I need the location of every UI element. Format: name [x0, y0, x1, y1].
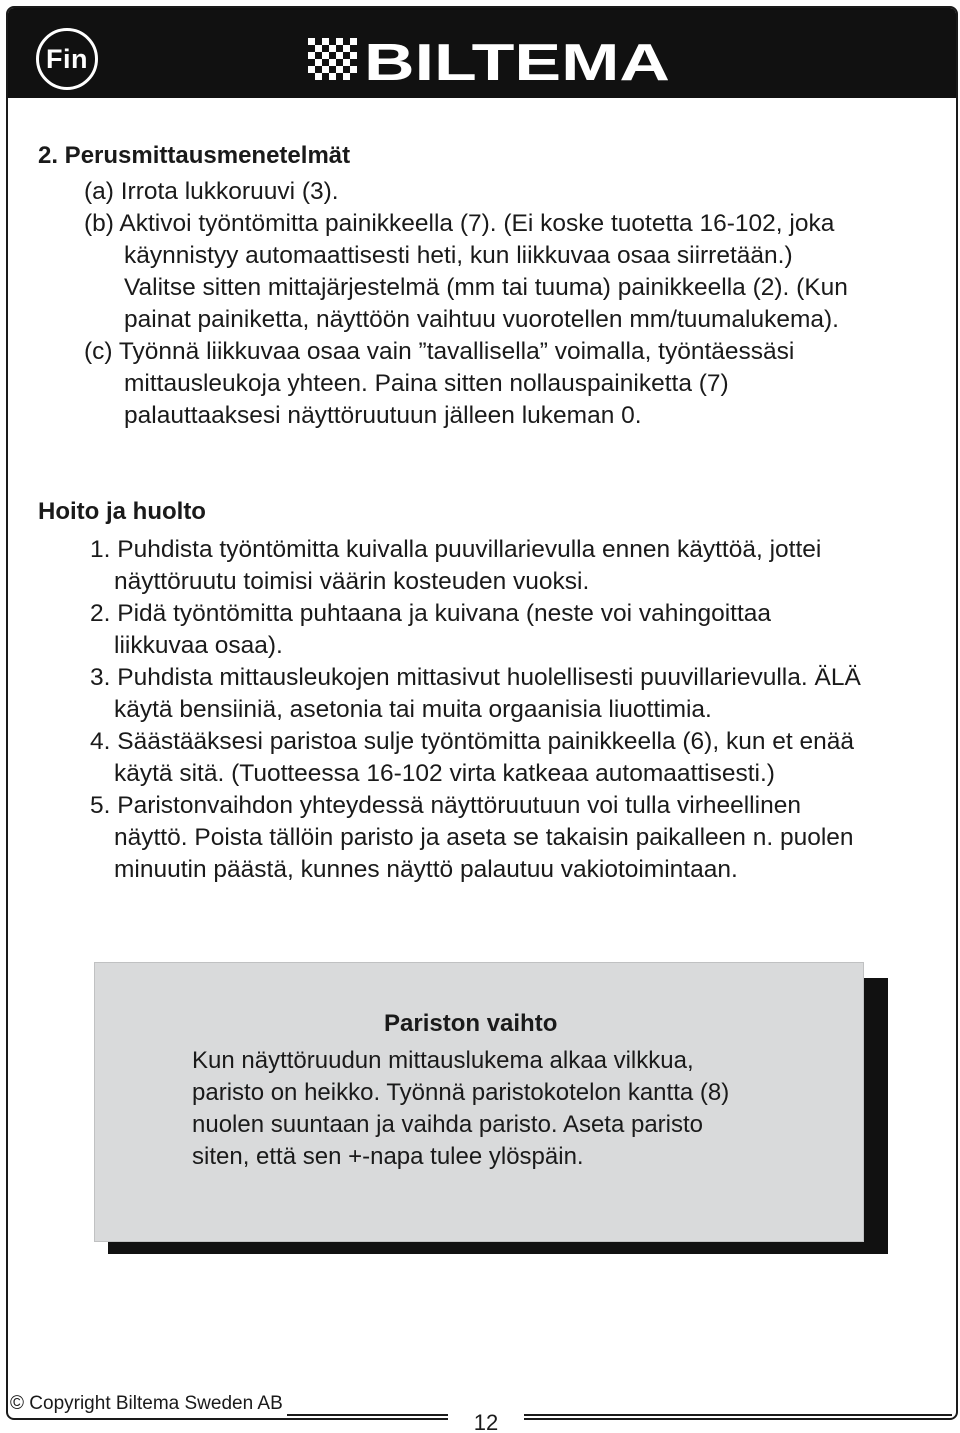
basic-line-b4: painat painiketta, näyttöön vaihtuu vuorotellen mm/tuumalukema).	[124, 306, 839, 333]
battery-line-1: Kun näyttöruudun mittauslukema alkaa vilkkua,	[192, 1047, 694, 1074]
care-line-1b: näyttöruutu toimisi väärin kosteuden vuoksi.	[114, 568, 590, 595]
basic-line-c2: mittausleukoja yhteen. Paina sitten nollauspainiketta (7)	[124, 370, 729, 397]
care-line-1a: 1. Puhdista työntömitta kuivalla puuvillarievulla ennen käyttöä, jottei	[90, 536, 822, 563]
care-line-5a: 5. Paristonvaihdon yhteydessä näyttöruutuun voi tulla virheellinen	[90, 792, 801, 819]
language-badge: Fin	[36, 28, 98, 90]
battery-line-2: paristo on heikko. Työnnä paristokotelon kantta (8)	[192, 1079, 730, 1106]
care-line-2a: 2. Pidä työntömitta puhtaana ja kuivana (neste voi vahingoittaa	[90, 600, 771, 627]
section-title-basic: 2. Perusmittausmenetelmät	[38, 142, 351, 169]
care-line-4b: käytä sitä. (Tuotteessa 16-102 virta katkeaa automaattisesti.)	[114, 760, 775, 787]
care-line-3b: käytä bensiiniä, asetonia tai muita orgaanisia liuottimia.	[114, 696, 712, 723]
basic-line-c1: (c) Työnnä liikkuvaa osaa vain ”tavallisella” voimalla, työntäessäsi	[84, 338, 795, 365]
battery-line-3: nuolen suuntaan ja vaihda paristo. Aseta paristo	[192, 1111, 704, 1138]
care-line-2b: liikkuvaa osaa).	[114, 632, 283, 659]
care-line-4a: 4. Säästääksesi paristoa sulje työntömitta painikkeella (6), kun et enää	[90, 728, 855, 755]
battery-box-title: Pariston vaihto	[384, 1010, 558, 1037]
care-line-5b: näyttö. Poista tällöin paristo ja aseta se takaisin paikalleen n. puolen	[114, 824, 854, 851]
battery-line-4: siten, että sen +-napa tulee ylöspäin.	[192, 1143, 584, 1170]
care-line-3a: 3. Puhdista mittausleukojen mittasivut huolellisesti puuvillarievulla. ÄLÄ	[90, 664, 861, 691]
care-line-5c: minuutin päästä, kunnes näyttö palautuu vakiotoimintaan.	[114, 856, 738, 883]
basic-line-c3: palauttaaksesi näyttöruutuun jälleen lukeman 0.	[124, 402, 642, 429]
page-number: 12	[448, 1408, 524, 1433]
basic-line-b3: Valitse sitten mittajärjestelmä (mm tai tuuma) painikkeella (2). (Kun	[124, 274, 848, 301]
basic-line-a: (a) Irrota lukkoruuvi (3).	[84, 178, 339, 205]
page-header	[8, 8, 956, 98]
copyright-text: © Copyright Biltema Sweden AB	[10, 1392, 287, 1416]
basic-line-b2: käynnistyy automaattisesti heti, kun liikkuvaa osaa siirretään.)	[124, 242, 793, 269]
section-title-care: Hoito ja huolto	[38, 498, 206, 525]
brand-wordmark: BILTEMA	[364, 38, 670, 82]
biltema-logo	[308, 38, 678, 82]
basic-line-b1: (b) Aktivoi työntömitta painikkeella (7). (Ei koske tuotetta 16-102, joka	[84, 210, 835, 237]
battery-box-text	[192, 1045, 812, 1173]
